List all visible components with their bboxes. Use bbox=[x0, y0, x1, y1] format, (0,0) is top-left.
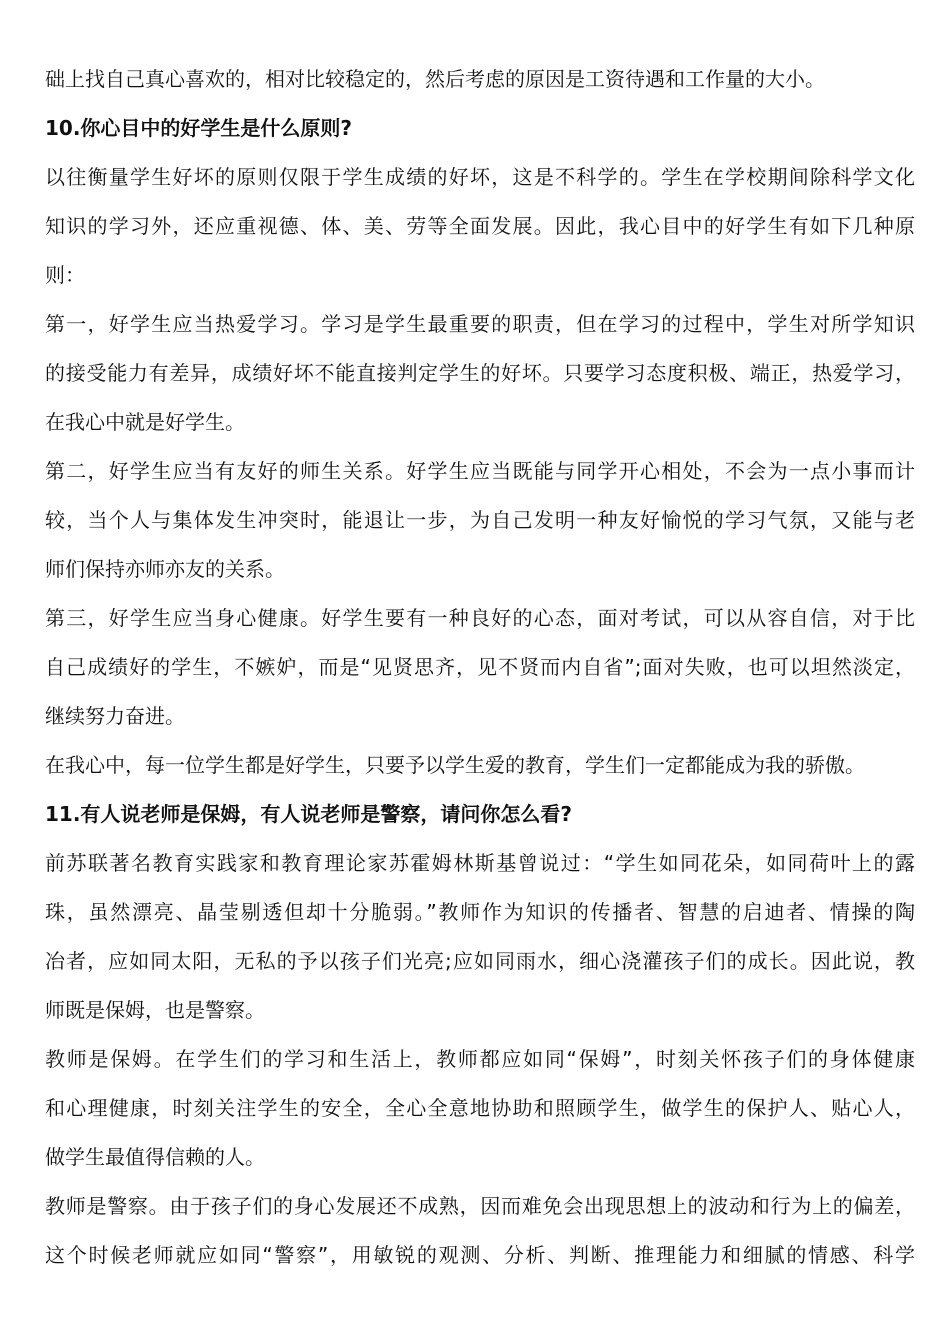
text-line: 第三，好学生应当身心健康。好学生要有一种良好的心态，面对考试，可以从容自信，对于比 bbox=[45, 606, 915, 630]
text-line: 则： bbox=[45, 263, 85, 287]
text-line: 师们保持亦师亦友的关系。 bbox=[45, 557, 285, 581]
text-line: 做学生最值得信赖的人。 bbox=[45, 1145, 265, 1169]
text-line: 珠，虽然漂亮、晶莹剔透但却十分脆弱。”教师作为知识的传播者、智慧的启迪者、情操的陶 bbox=[45, 900, 915, 924]
text-line: 这个时候老师就应如同“警察”，用敏锐的观测、分析、判断、推理能力和细腻的情感、科学 bbox=[45, 1243, 915, 1267]
text-line: 第一，好学生应当热爱学习。学习是学生最重要的职责，但在学习的过程中，学生对所学知识 bbox=[45, 312, 915, 336]
text-line: 在我心中，每一位学生都是好学生，只要予以学生爱的教育，学生们一定都能成为我的骄傲。 bbox=[45, 753, 865, 777]
text-line: 以往衡量学生好坏的原则仅限于学生成绩的好坏，这是不科学的。学生在学校期间除科学文化 bbox=[45, 165, 915, 189]
text-line: 冶者，应如同太阳，无私的予以孩子们光亮;应如同雨水，细心浇灌孩子们的成长。因此说，教 bbox=[45, 949, 915, 973]
text-line: 继续努力奋进。 bbox=[45, 704, 185, 728]
text-line: 较，当个人与集体发生冲突时，能退让一步，为自己发明一种友好愉悦的学习气氛，又能与老 bbox=[45, 508, 915, 532]
text-line: 教师是保姆。在学生们的学习和生活上，教师都应如同“保姆”，时刻关怀孩子们的身体健康 bbox=[45, 1047, 915, 1071]
text-line: 在我心中就是好学生。 bbox=[45, 410, 245, 434]
document-page bbox=[45, 55, 915, 1280]
text-line: 的接受能力有差异，成绩好坏不能直接判定学生的好坏。只要学习态度积极、端正，热爱学习， bbox=[45, 361, 915, 385]
text-line: 教师是警察。由于孩子们的身心发展还不成熟，因而难免会出现思想上的波动和行为上的偏差， bbox=[45, 1194, 915, 1218]
text-line: 自己成绩好的学生，不嫉妒，而是“见贤思齐，见不贤而内自省”;面对失败，也可以坦然淡定， bbox=[45, 655, 915, 679]
text-line: 和心理健康，时刻关注学生的安全，全心全意地协助和照顾学生，做学生的保护人、贴心人， bbox=[45, 1096, 915, 1120]
question-heading: 10.你心目中的好学生是什么原则? bbox=[45, 116, 353, 140]
text-line: 师既是保姆，也是警察。 bbox=[45, 998, 265, 1022]
text-line: 知识的学习外，还应重视德、体、美、劳等全面发展。因此，我心目中的好学生有如下几种原 bbox=[45, 214, 915, 238]
text-line: 前苏联著名教育实践家和教育理论家苏霍姆林斯基曾说过：“学生如同花朵，如同荷叶上的露 bbox=[45, 851, 915, 875]
text-line: 础上找自己真心喜欢的，相对比较稳定的，然后考虑的原因是工资待遇和工作量的大小。 bbox=[45, 67, 825, 91]
text-line: 第二，好学生应当有友好的师生关系。好学生应当既能与同学开心相处，不会为一点小事而计 bbox=[45, 459, 915, 483]
question-heading: 11.有人说老师是保姆，有人说老师是警察，请问你怎么看? bbox=[45, 802, 573, 826]
